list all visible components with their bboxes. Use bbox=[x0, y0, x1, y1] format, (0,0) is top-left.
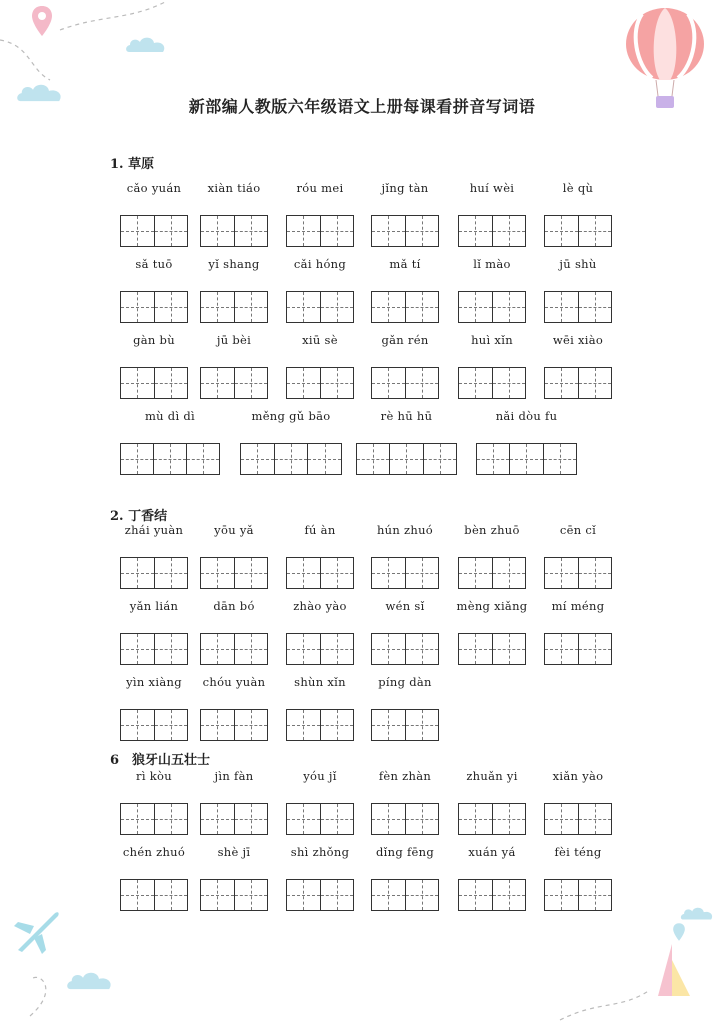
writing-cell bbox=[405, 710, 439, 740]
writing-cell bbox=[201, 804, 234, 834]
writing-cell bbox=[578, 558, 612, 588]
pinyin-label: yōu yǎ bbox=[214, 523, 254, 537]
writing-grid[interactable] bbox=[286, 803, 354, 835]
writing-cell bbox=[405, 880, 439, 910]
writing-cell bbox=[545, 558, 578, 588]
writing-grid[interactable] bbox=[120, 557, 188, 589]
writing-cell bbox=[121, 368, 154, 398]
writing-cell bbox=[307, 444, 341, 474]
writing-cell bbox=[121, 880, 154, 910]
pinyin-label: bèn zhuō bbox=[464, 523, 520, 537]
writing-cell bbox=[201, 634, 234, 664]
writing-cell bbox=[274, 444, 308, 474]
writing-cell bbox=[477, 444, 509, 474]
writing-cell bbox=[121, 804, 154, 834]
writing-cell bbox=[492, 634, 526, 664]
writing-cell bbox=[405, 558, 439, 588]
writing-cell bbox=[405, 634, 439, 664]
writing-cell bbox=[154, 804, 188, 834]
writing-cell bbox=[154, 880, 188, 910]
pinyin-label: měng gǔ bāo bbox=[251, 409, 331, 423]
writing-cell bbox=[578, 634, 612, 664]
writing-cell bbox=[234, 880, 268, 910]
writing-cell bbox=[320, 804, 354, 834]
writing-cell bbox=[320, 880, 354, 910]
pinyin-label: yìn xiàng bbox=[126, 675, 182, 689]
writing-grid[interactable] bbox=[544, 291, 612, 323]
writing-cell bbox=[459, 804, 492, 834]
writing-cell bbox=[578, 292, 612, 322]
writing-grid[interactable] bbox=[371, 557, 439, 589]
pinyin-label: mèng xiǎng bbox=[456, 599, 528, 613]
writing-grid[interactable] bbox=[120, 215, 188, 247]
pinyin-label: zhào yào bbox=[293, 599, 347, 613]
writing-cell bbox=[372, 804, 405, 834]
writing-cell bbox=[545, 634, 578, 664]
pinyin-label: chén zhuó bbox=[122, 845, 186, 859]
writing-cell bbox=[578, 216, 612, 246]
writing-grid[interactable] bbox=[458, 879, 526, 911]
writing-cell bbox=[287, 558, 320, 588]
pinyin-label: gàn bù bbox=[133, 333, 175, 347]
writing-cell bbox=[320, 368, 354, 398]
pinyin-label: shè jī bbox=[217, 845, 251, 859]
writing-cell bbox=[545, 368, 578, 398]
writing-cell bbox=[459, 880, 492, 910]
pinyin-label: hún zhuó bbox=[376, 523, 434, 537]
writing-grid[interactable] bbox=[544, 367, 612, 399]
writing-cell bbox=[121, 444, 153, 474]
pinyin-label: jìn fàn bbox=[214, 769, 254, 783]
writing-cell bbox=[405, 804, 439, 834]
pinyin-label: wén sǐ bbox=[385, 599, 425, 613]
writing-cell bbox=[234, 368, 268, 398]
writing-cell bbox=[492, 880, 526, 910]
writing-cell bbox=[287, 292, 320, 322]
writing-cell bbox=[545, 804, 578, 834]
pinyin-label: xiǎn yào bbox=[552, 769, 604, 783]
writing-cell bbox=[201, 880, 234, 910]
pinyin-label: píng dàn bbox=[378, 675, 432, 689]
writing-cell bbox=[405, 368, 439, 398]
pinyin-label: xiū sè bbox=[302, 333, 338, 347]
writing-grid[interactable] bbox=[458, 215, 526, 247]
writing-grid[interactable] bbox=[371, 215, 439, 247]
writing-cell bbox=[320, 634, 354, 664]
writing-cell bbox=[234, 558, 268, 588]
section-heading: 1. 草原 bbox=[110, 157, 155, 172]
pinyin-label: jū shù bbox=[559, 257, 597, 271]
dashed-path-decoration bbox=[0, 920, 724, 1024]
writing-grid[interactable] bbox=[120, 291, 188, 323]
writing-grid[interactable] bbox=[200, 879, 268, 911]
pinyin-label: fèi téng bbox=[554, 845, 602, 859]
pinyin-label: yǐ shang bbox=[208, 257, 260, 271]
writing-cell bbox=[121, 216, 154, 246]
writing-grid[interactable] bbox=[200, 215, 268, 247]
writing-grid[interactable] bbox=[200, 709, 268, 741]
writing-grid[interactable] bbox=[200, 633, 268, 665]
pinyin-label: zhuǎn yi bbox=[466, 769, 518, 783]
section-heading: 6 狼牙山五壮士 bbox=[110, 753, 211, 768]
pinyin-label: cǎo yuán bbox=[126, 181, 182, 195]
writing-cell bbox=[389, 444, 422, 474]
writing-grid[interactable] bbox=[371, 803, 439, 835]
writing-grid[interactable] bbox=[544, 879, 612, 911]
writing-grid[interactable] bbox=[458, 633, 526, 665]
page-title: 新部编人教版六年级语文上册每课看拼音写词语 bbox=[188, 97, 536, 116]
writing-grid[interactable] bbox=[476, 443, 577, 475]
pinyin-label: dān bó bbox=[213, 599, 255, 613]
writing-grid[interactable] bbox=[120, 709, 188, 741]
pinyin-label: sǎ tuō bbox=[135, 257, 173, 271]
writing-cell bbox=[241, 444, 274, 474]
writing-grid[interactable] bbox=[544, 633, 612, 665]
writing-cell bbox=[459, 368, 492, 398]
pinyin-label: huí wèi bbox=[469, 181, 515, 195]
writing-cell bbox=[543, 444, 576, 474]
pinyin-label: yóu jǐ bbox=[303, 769, 337, 783]
writing-cell bbox=[234, 804, 268, 834]
pinyin-label: mù dì dì bbox=[144, 409, 196, 423]
writing-cell bbox=[320, 292, 354, 322]
writing-grid[interactable] bbox=[544, 557, 612, 589]
writing-cell bbox=[287, 710, 320, 740]
writing-grid[interactable] bbox=[544, 803, 612, 835]
writing-cell bbox=[578, 804, 612, 834]
writing-grid[interactable] bbox=[356, 443, 457, 475]
pinyin-label: rè hū hū bbox=[380, 409, 433, 423]
pinyin-label: xuán yá bbox=[468, 845, 516, 859]
writing-grid[interactable] bbox=[120, 367, 188, 399]
writing-cell bbox=[287, 634, 320, 664]
pinyin-label: cēn cǐ bbox=[559, 523, 597, 537]
writing-cell bbox=[320, 216, 354, 246]
writing-cell bbox=[545, 880, 578, 910]
writing-cell bbox=[154, 634, 188, 664]
writing-cell bbox=[459, 558, 492, 588]
writing-grid[interactable] bbox=[240, 443, 342, 475]
writing-cell bbox=[121, 634, 154, 664]
writing-grid[interactable] bbox=[286, 633, 354, 665]
pinyin-label: fú àn bbox=[304, 523, 336, 537]
pinyin-label: huì xǐn bbox=[471, 333, 513, 347]
writing-cell bbox=[492, 804, 526, 834]
writing-cell bbox=[234, 292, 268, 322]
pinyin-label: rì kòu bbox=[136, 769, 172, 783]
pinyin-label: shùn xǐn bbox=[294, 675, 346, 689]
writing-cell bbox=[287, 368, 320, 398]
writing-cell bbox=[320, 558, 354, 588]
pinyin-label: yǎn lián bbox=[129, 599, 179, 613]
writing-grid[interactable] bbox=[200, 803, 268, 835]
pinyin-label: zhái yuàn bbox=[124, 523, 184, 537]
pinyin-label: nǎi dòu fu bbox=[495, 409, 558, 423]
writing-cell bbox=[578, 880, 612, 910]
writing-grid[interactable] bbox=[286, 215, 354, 247]
writing-cell bbox=[201, 710, 234, 740]
writing-grid[interactable] bbox=[371, 879, 439, 911]
writing-cell bbox=[372, 558, 405, 588]
writing-cell bbox=[509, 444, 542, 474]
writing-cell bbox=[154, 216, 188, 246]
writing-cell bbox=[423, 444, 456, 474]
writing-cell bbox=[492, 292, 526, 322]
writing-grid[interactable] bbox=[544, 215, 612, 247]
writing-cell bbox=[459, 216, 492, 246]
writing-grid[interactable] bbox=[120, 443, 220, 475]
writing-cell bbox=[201, 292, 234, 322]
writing-grid[interactable] bbox=[200, 367, 268, 399]
writing-cell bbox=[287, 880, 320, 910]
writing-grid[interactable] bbox=[200, 291, 268, 323]
writing-cell bbox=[372, 710, 405, 740]
pinyin-label: wēi xiào bbox=[552, 333, 604, 347]
writing-grid[interactable] bbox=[286, 557, 354, 589]
writing-cell bbox=[186, 444, 219, 474]
cloud-icon bbox=[125, 34, 169, 54]
pinyin-label: chóu yuàn bbox=[202, 675, 266, 689]
pinyin-label: shì zhǒng bbox=[290, 845, 350, 859]
pinyin-label: lǐ mào bbox=[473, 257, 511, 271]
writing-cell bbox=[492, 368, 526, 398]
pinyin-label: dǐng fēng bbox=[376, 845, 434, 859]
writing-cell bbox=[234, 710, 268, 740]
writing-cell bbox=[545, 216, 578, 246]
writing-grid[interactable] bbox=[371, 291, 439, 323]
writing-cell bbox=[121, 292, 154, 322]
section-heading: 2. 丁香结 bbox=[110, 509, 168, 524]
pinyin-label: mí méng bbox=[551, 599, 605, 613]
writing-grid[interactable] bbox=[120, 633, 188, 665]
writing-cell bbox=[320, 710, 354, 740]
pinyin-label: jǐng tàn bbox=[381, 181, 429, 195]
writing-grid[interactable] bbox=[286, 291, 354, 323]
pinyin-label: lè qù bbox=[562, 181, 594, 195]
writing-cell bbox=[372, 634, 405, 664]
writing-cell bbox=[201, 558, 234, 588]
writing-grid[interactable] bbox=[371, 367, 439, 399]
writing-cell bbox=[459, 292, 492, 322]
writing-grid[interactable] bbox=[371, 633, 439, 665]
writing-grid[interactable] bbox=[286, 709, 354, 741]
pinyin-label: xiàn tiáo bbox=[207, 181, 261, 195]
writing-grid[interactable] bbox=[458, 291, 526, 323]
writing-cell bbox=[357, 444, 389, 474]
writing-cell bbox=[492, 216, 526, 246]
pinyin-label: fèn zhàn bbox=[378, 769, 432, 783]
writing-cell bbox=[372, 880, 405, 910]
writing-cell bbox=[121, 558, 154, 588]
writing-cell bbox=[201, 216, 234, 246]
writing-cell bbox=[154, 292, 188, 322]
writing-cell bbox=[201, 368, 234, 398]
writing-cell bbox=[372, 216, 405, 246]
writing-cell bbox=[234, 634, 268, 664]
writing-cell bbox=[234, 216, 268, 246]
writing-grid[interactable] bbox=[458, 803, 526, 835]
writing-grid[interactable] bbox=[458, 367, 526, 399]
pinyin-label: cǎi hóng bbox=[293, 257, 347, 271]
writing-cell bbox=[545, 292, 578, 322]
pinyin-label: jū bèi bbox=[216, 333, 252, 347]
writing-cell bbox=[578, 368, 612, 398]
writing-cell bbox=[459, 634, 492, 664]
writing-grid[interactable] bbox=[371, 709, 439, 741]
writing-grid[interactable] bbox=[286, 367, 354, 399]
pinyin-label: róu mei bbox=[296, 181, 344, 195]
writing-grid[interactable] bbox=[286, 879, 354, 911]
writing-cell bbox=[287, 804, 320, 834]
writing-grid[interactable] bbox=[120, 803, 188, 835]
writing-cell bbox=[153, 444, 186, 474]
writing-cell bbox=[287, 216, 320, 246]
pinyin-label: gǎn rén bbox=[381, 333, 429, 347]
writing-cell bbox=[492, 558, 526, 588]
writing-cell bbox=[121, 710, 154, 740]
writing-cell bbox=[405, 216, 439, 246]
writing-grid[interactable] bbox=[200, 557, 268, 589]
writing-grid[interactable] bbox=[120, 879, 188, 911]
writing-cell bbox=[154, 710, 188, 740]
writing-cell bbox=[372, 368, 405, 398]
pinyin-label: mǎ tí bbox=[389, 257, 421, 271]
writing-cell bbox=[154, 368, 188, 398]
writing-grid[interactable] bbox=[458, 557, 526, 589]
writing-cell bbox=[372, 292, 405, 322]
writing-cell bbox=[405, 292, 439, 322]
writing-cell bbox=[154, 558, 188, 588]
